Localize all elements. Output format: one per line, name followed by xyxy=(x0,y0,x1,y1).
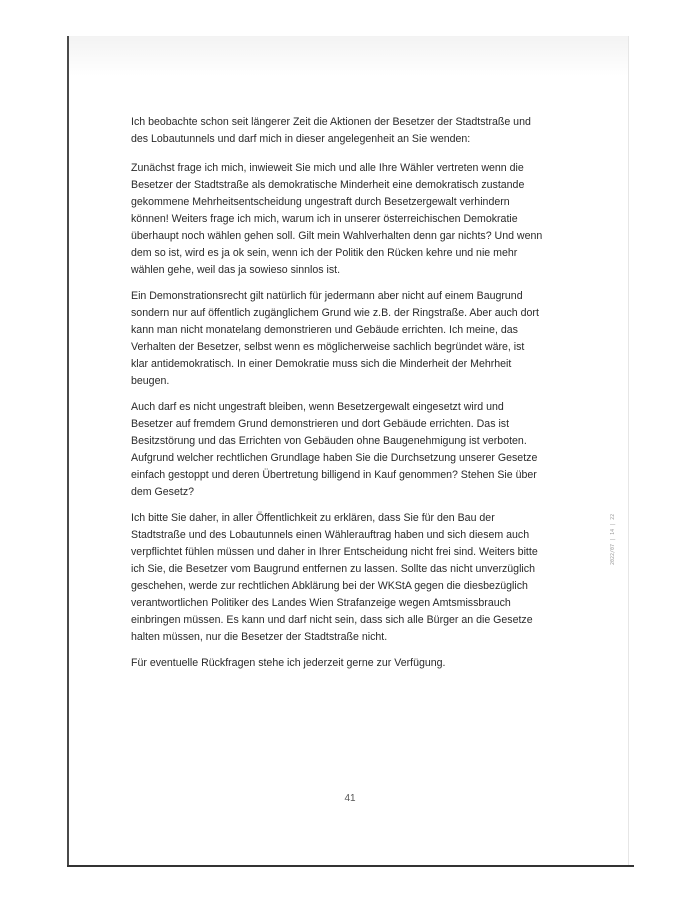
paragraph-intro: Ich beobachte schon seit längerer Zeit die Aktionen der Besetzer der Stadtstraße und des Lobautunnels und darf mich in dieser angelegenheit an Sie wenden: xyxy=(131,116,531,145)
letter-body xyxy=(131,114,543,681)
page-number: 41 xyxy=(344,793,356,804)
paragraph-request: Ich bitte Sie daher, in aller Öffentlichkeit zu erklären, dass Sie für den Bau der Stadtstraße und des Lobautunnels einen Wählerauftrag haben und sich diesem auch verpflichtet fühlen müssen und daher in Ihrer Entscheidung nicht frei sind. Weiters bitte ich Sie, die Besetzer vom Baugrund entfernen zu lassen. Sollte das nicht unverzüglich geschehen, werde zur rechtlichen Abklärung bei der WKStA gegen die diesbezüglich verantwortlichen Politiker des Landes Wien Strafanzeige wegen Amtsmissbrauch einbringen müssen. Es kann und darf nicht sein, dass sich alle Bürger an die Gesetze halten müssen, nur die Besetzer der Stadtstraße nicht. xyxy=(131,512,538,643)
scan-edge-bottom xyxy=(67,865,634,867)
paragraph-demonstration-right: Ein Demonstrationsrecht gilt natürlich für jedermann aber nicht auf einem Baugrund sondern nur auf öffentlich zugänglichem Grund wie z.B. der Ringstraße. Aber auch dort kann man nicht monatelang demonstrieren und Gebäude errichten. Ich meine, das Verhalten der Besetzer, selbst wenn es möglicherweise sachlich begründet wäre, ist klar antidemokratisch. In einer Demokratie muss sich die Minderheit der Mehrheit beugen. xyxy=(131,290,539,387)
scan-shading xyxy=(69,36,629,76)
paragraph-legal: Auch darf es nicht ungestraft bleiben, wenn Besetzergewalt eingesetzt wird und Besetzer auf fremdem Grund demonstrieren und dort Gebäude errichten. Das ist Besitzstörung und das Errichten von Gebäuden ohne Baugenehmigung ist verboten. Aufgrund welcher rechtlichen Grundlage haben Sie die Durchsetzung unserer Gesetze einfach gestoppt und deren Übertretung billigend in Kauf genommen? Stehen Sie über dem Gesetz? xyxy=(131,401,538,498)
side-stamp: 2022/07 | 14 | 22 xyxy=(610,513,616,565)
paragraph-question: Zunächst frage ich mich, inwieweit Sie mich und alle Ihre Wähler vertreten wenn die Besetzer der Stadtstraße als demokratische Minderheit eine demokratisch zustande gekommene Mehrheitsentscheidung ungestraft durch Besetzergewalt verhindern können! Weiters frage ich mich, warum ich in unserer österreichischen Demokratie überhaupt noch wählen gehen soll. Gilt mein Wahlverhalten denn gar nichts? Und wenn dem so ist, wird es ja ok sein, wenn ich der Politik den Rücken kehre und nie mehr wählen gehe, weil das ja sowieso sinnlos ist. xyxy=(131,162,543,276)
scan-edge-left xyxy=(67,36,69,866)
scan-edge-right xyxy=(628,36,629,866)
paragraph-closing: Für eventuelle Rückfragen stehe ich jederzeit gerne zur Verfügung. xyxy=(131,657,446,669)
